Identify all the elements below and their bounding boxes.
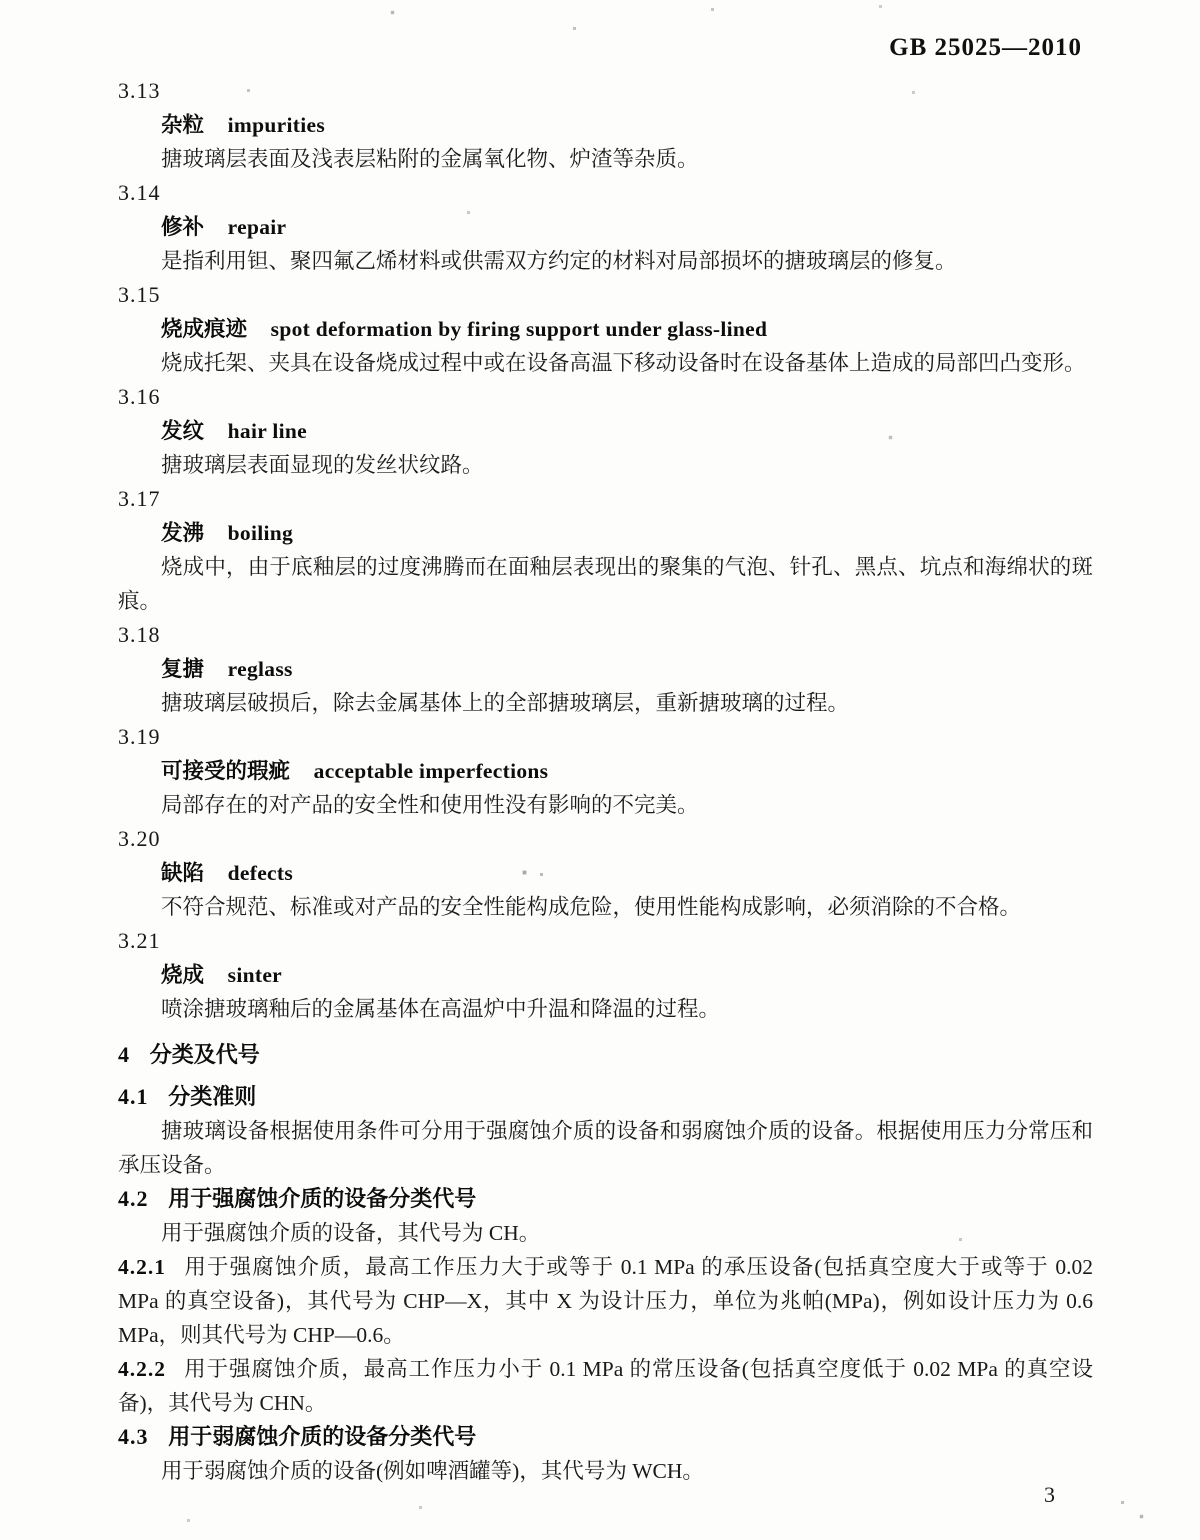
page-number: 3 xyxy=(1044,1482,1055,1507)
term-number: 3.13 xyxy=(118,78,161,103)
term-en: acceptable imperfections xyxy=(313,759,549,783)
term-zh: 修补 xyxy=(161,215,205,239)
term-title xyxy=(118,108,1093,142)
term-entry xyxy=(118,482,1093,618)
term-definition: 搪玻璃层破损后，除去金属基体上的全部搪玻璃层，重新搪玻璃的过程。 xyxy=(161,691,850,715)
term-definition: 是指利用钽、聚四氟乙烯材料或供需双方约定的材料对局部损坏的搪玻璃层的修复。 xyxy=(161,249,957,273)
term-number: 3.20 xyxy=(118,826,161,851)
clause-text: 用于强腐蚀介质，最高工作压力大于或等于 0.1 MPa 的承压设备(包括真空度大于或等于 0.02 MPa 的真空设备)，其代号为 CHP—X，其中 X 为设计压力，单位为兆帕(MPa)，例如设计压力为 0.6 MPa，则其代号为 CHP—0.6。 xyxy=(118,1255,1093,1347)
term-definition: 喷涂搪玻璃釉后的金属基体在高温炉中升温和降温的过程。 xyxy=(161,997,721,1021)
subsection-title: 用于弱腐蚀介质的设备分类代号 xyxy=(168,1424,477,1449)
term-en: defects xyxy=(227,861,294,885)
section-title: 分类及代号 xyxy=(149,1042,260,1067)
term-number: 3.14 xyxy=(118,180,161,205)
term-entry xyxy=(118,278,1093,380)
subsection-title: 用于强腐蚀介质的设备分类代号 xyxy=(168,1186,477,1211)
term-en: hair line xyxy=(227,419,308,443)
standard-number-header: GB 25025—2010 xyxy=(889,34,1082,61)
term-title xyxy=(118,958,1093,992)
term-en: repair xyxy=(227,215,287,239)
term-zh: 发纹 xyxy=(161,419,205,443)
term-zh: 烧成 xyxy=(161,963,205,987)
term-entry xyxy=(118,822,1093,924)
term-en: spot deformation by firing support under glass-lined xyxy=(270,317,768,341)
term-zh: 缺陷 xyxy=(161,861,205,885)
term-definition: 烧成中，由于底釉层的过度沸腾而在面釉层表现出的聚集的气泡、针孔、黑点、坑点和海绵状的斑痕。 xyxy=(118,555,1093,613)
subsection-heading xyxy=(118,1080,1093,1114)
term-number: 3.15 xyxy=(118,282,161,307)
term-definition: 搪玻璃层表面及浅表层粘附的金属氧化物、炉渣等杂质。 xyxy=(161,147,699,171)
clause-paragraph xyxy=(118,1352,1093,1420)
term-definition: 烧成托架、夹具在设备烧成过程中或在设备高温下移动设备时在设备基体上造成的局部凹凸变形。 xyxy=(161,351,1086,375)
term-number: 3.18 xyxy=(118,622,161,647)
term-zh: 杂粒 xyxy=(161,113,205,137)
subsection-number: 4.2 xyxy=(118,1186,149,1211)
term-title xyxy=(118,414,1093,448)
term-number: 3.17 xyxy=(118,486,161,511)
section-number: 4 xyxy=(118,1042,130,1067)
term-en: boiling xyxy=(227,521,294,545)
clause-text: 用于强腐蚀介质，最高工作压力小于 0.1 MPa 的常压设备(包括真空度低于 0.02 MPa 的真空设备)，其代号为 CHN。 xyxy=(118,1357,1093,1415)
term-zh: 烧成痕迹 xyxy=(161,317,248,341)
clause-number: 4.2.2 xyxy=(118,1357,166,1381)
term-title xyxy=(118,312,1093,346)
term-number: 3.19 xyxy=(118,724,161,749)
term-title xyxy=(118,754,1093,788)
term-zh: 发沸 xyxy=(161,521,205,545)
clause-number: 4.2.1 xyxy=(118,1255,166,1279)
subsection-heading xyxy=(118,1420,1093,1454)
subsection-title: 分类准则 xyxy=(168,1084,257,1109)
scan-noise xyxy=(0,0,1,1)
subsection-number: 4.3 xyxy=(118,1424,149,1449)
term-title xyxy=(118,516,1093,550)
term-en: impurities xyxy=(227,113,326,137)
term-entry xyxy=(118,176,1093,278)
term-en: sinter xyxy=(227,963,282,987)
term-definition: 局部存在的对产品的安全性和使用性没有影响的不完美。 xyxy=(161,793,699,817)
subsection-number: 4.1 xyxy=(118,1084,149,1109)
term-entry xyxy=(118,380,1093,482)
paragraph: 用于弱腐蚀介质的设备(例如啤酒罐等)，其代号为 WCH。 xyxy=(161,1459,704,1483)
term-zh: 复搪 xyxy=(161,657,205,681)
term-en: reglass xyxy=(227,657,293,681)
clause-paragraph xyxy=(118,1250,1093,1352)
term-entry xyxy=(118,74,1093,176)
term-entry xyxy=(118,618,1093,720)
paragraph: 用于强腐蚀介质的设备，其代号为 CH。 xyxy=(161,1221,541,1245)
term-title xyxy=(118,856,1093,890)
term-entry xyxy=(118,924,1093,1026)
term-title xyxy=(118,210,1093,244)
subsection-heading xyxy=(118,1182,1093,1216)
term-definition: 搪玻璃层表面显现的发丝状纹路。 xyxy=(161,453,484,477)
term-title xyxy=(118,652,1093,686)
term-entry xyxy=(118,720,1093,822)
term-zh: 可接受的瑕疵 xyxy=(161,759,291,783)
section-heading xyxy=(118,1038,1093,1072)
page-content xyxy=(118,74,1093,1488)
term-number: 3.16 xyxy=(118,384,161,409)
term-number: 3.21 xyxy=(118,928,161,953)
term-definition: 不符合规范、标准或对产品的安全性能构成危险，使用性能构成影响，必须消除的不合格。 xyxy=(161,895,1022,919)
paragraph: 搪玻璃设备根据使用条件可分用于强腐蚀介质的设备和弱腐蚀介质的设备。根据使用压力分常压和承压设备。 xyxy=(118,1119,1093,1177)
